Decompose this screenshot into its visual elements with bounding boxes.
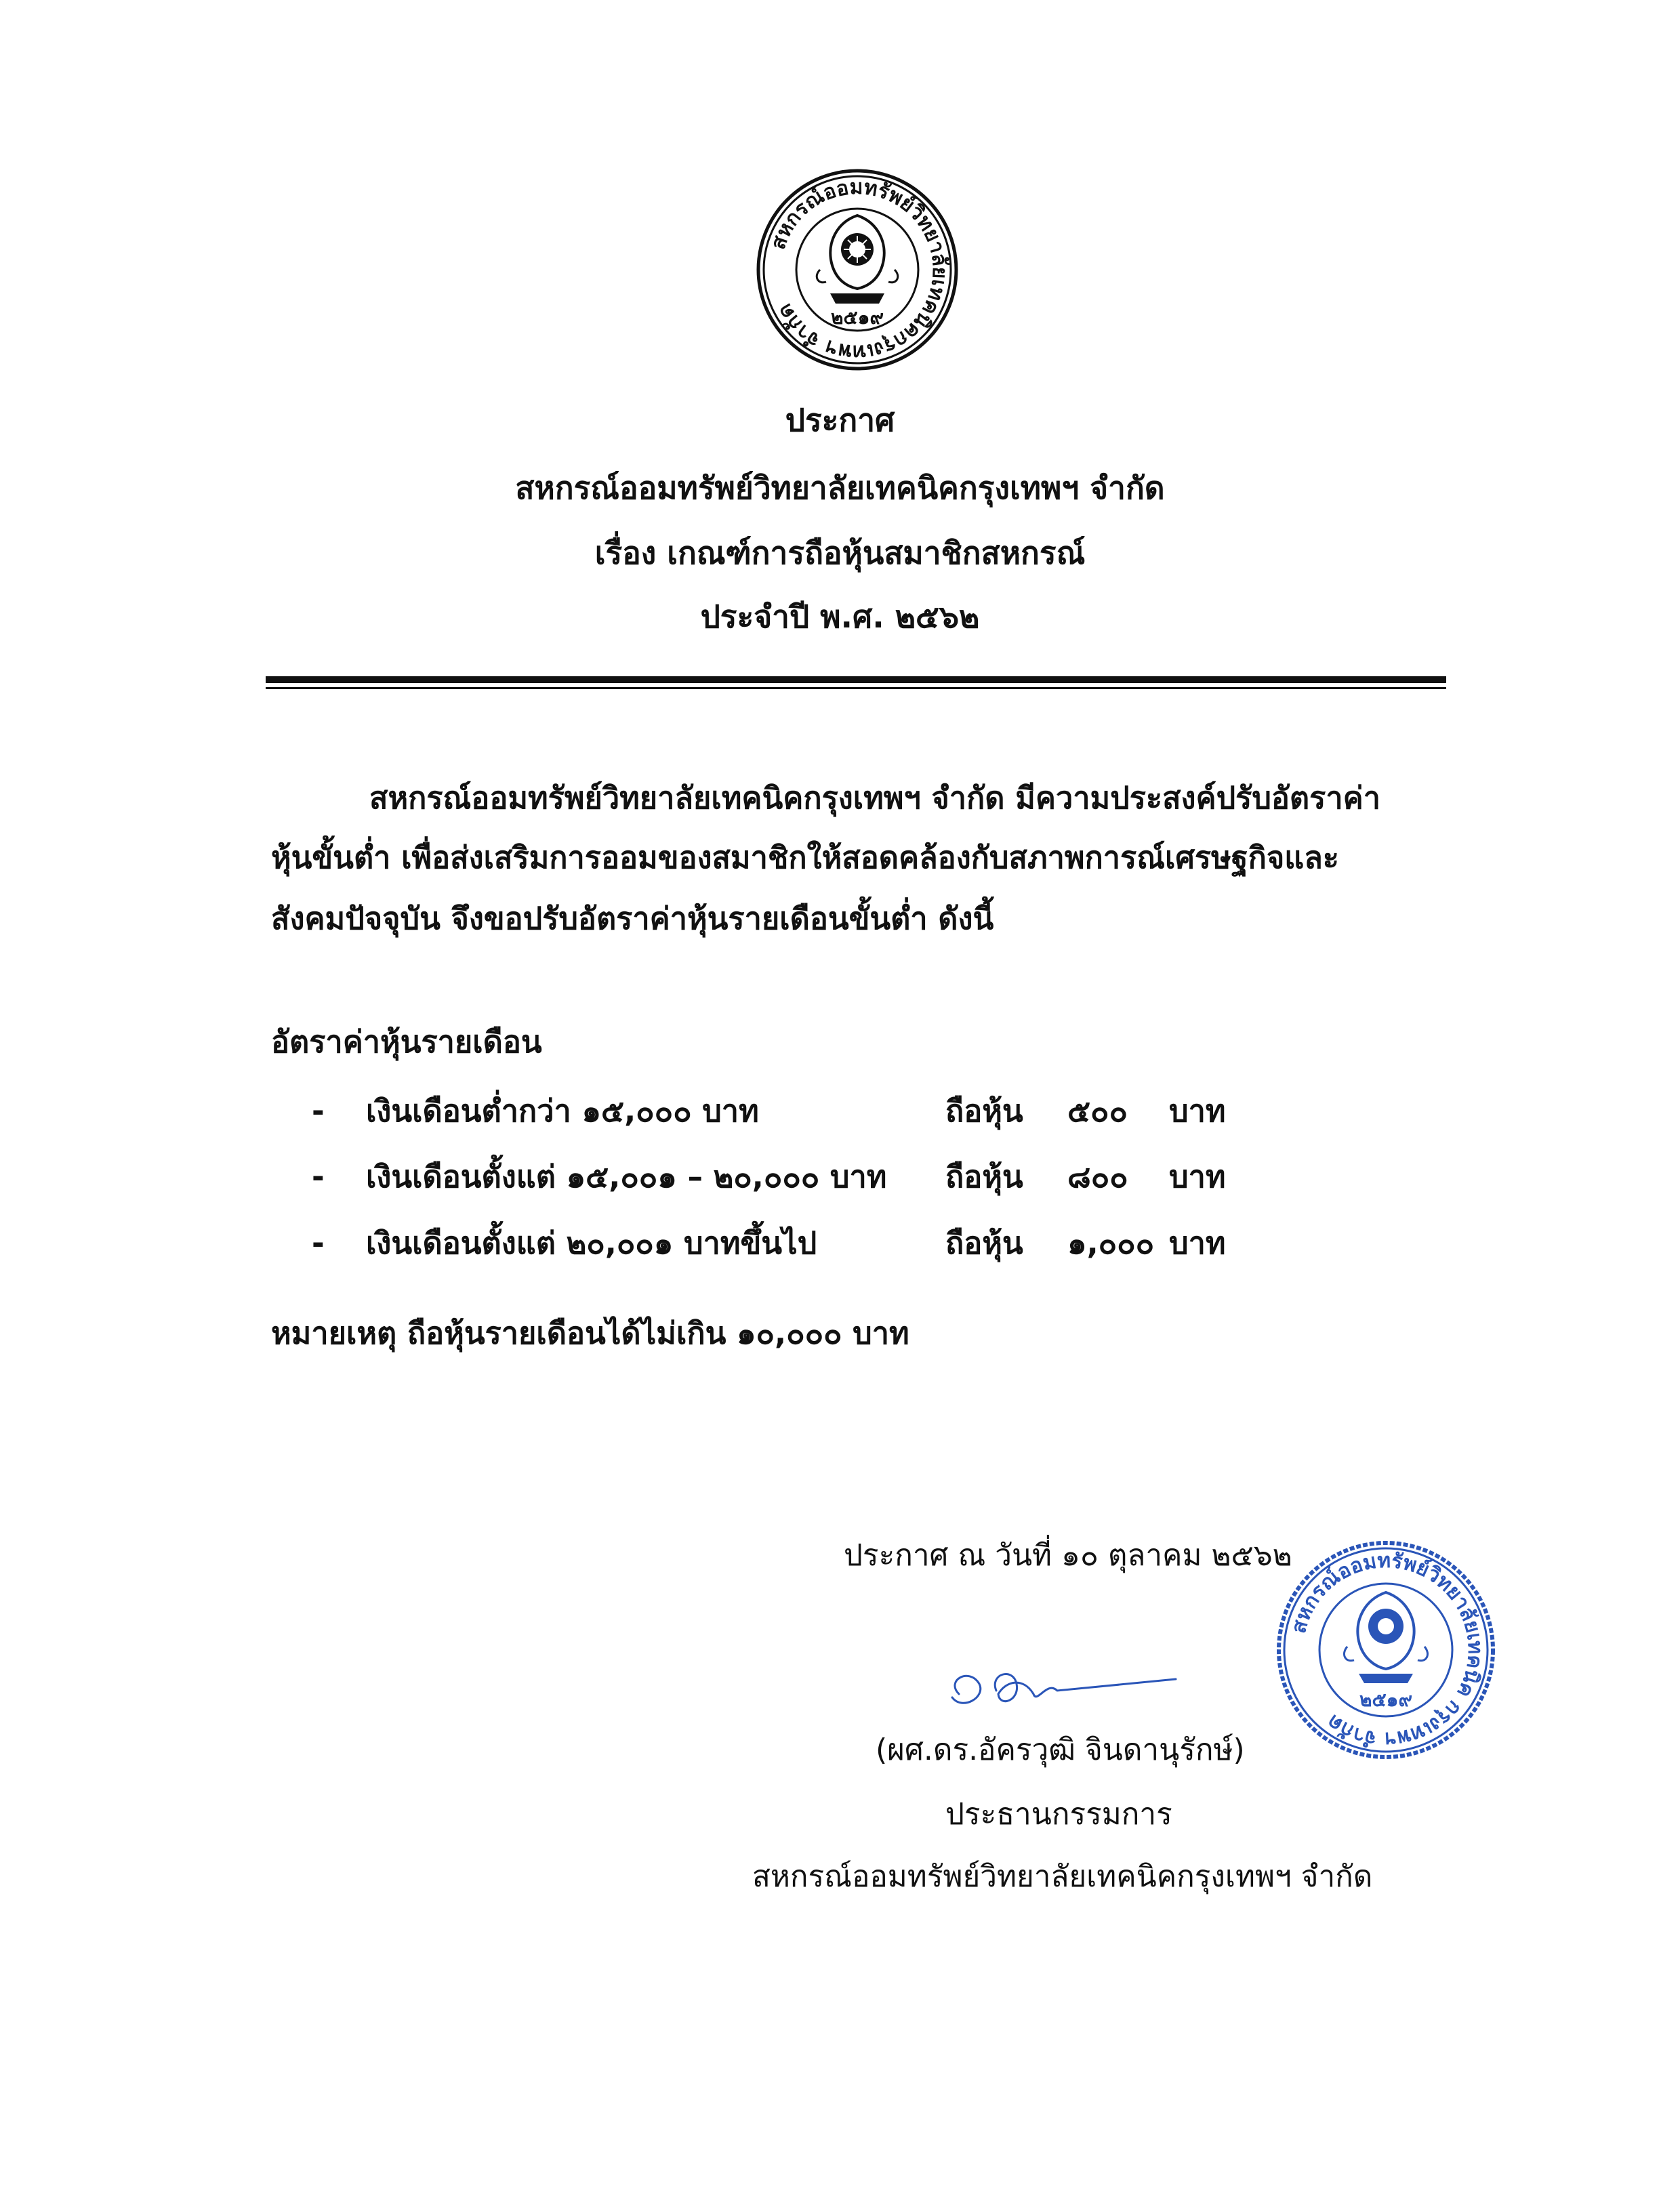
rate-dash: - [312, 1225, 325, 1261]
rate-hold-label: ถือหุ้น [945, 1225, 1023, 1261]
organization-name: สหกรณ์ออมทรัพย์วิทยาลัยเทคนิคกรุงเทพฯ จำกัด [515, 470, 1165, 506]
rate-row [312, 1220, 1274, 1267]
rates-title: อัตราค่าหุ้นรายเดือน [271, 1024, 542, 1060]
signer-title: ประธานกรรมการ [945, 1797, 1172, 1832]
rate-unit: บาท [1169, 1093, 1226, 1129]
rate-amount: ๕๐๐ [1067, 1093, 1128, 1129]
header-divider-thin [266, 687, 1446, 689]
paragraph-line-3: สังคมปัจจุบัน จึงขอปรับอัตราค่าหุ้นรายเดือนขั้นต่ำ ดังนี้ [271, 901, 994, 936]
rate-unit: บาท [1169, 1225, 1226, 1261]
rate-hold-label: ถือหุ้น [945, 1159, 1023, 1195]
rate-hold-label: ถือหุ้น [945, 1093, 1023, 1129]
stamp-year: ๒๕๑๙ [1359, 1689, 1412, 1711]
paragraph-line-1: สหกรณ์ออมทรัพย์วิทยาลัยเทคนิคกรุงเทพฯ จำกัด มีความประสงค์ปรับอัตราค่า [369, 780, 1380, 816]
stamp-ring-text: สหกรณ์ออมทรัพย์วิทยาลัยเทคนิค กรุงเทพฯ จำกัด [1286, 1548, 1488, 1752]
year-line: ประจำปี พ.ศ. ๒๕๖๒ [700, 598, 980, 635]
subject-line: เรื่อง เกณฑ์การถือหุ้นสมาชิกสหกรณ์ [594, 535, 1086, 571]
paragraph-line-2: หุ้นขั้นต่ำ เพื่อส่งเสริมการออมของสมาชิกให้สอดคล้องกับสภาพการณ์เศรษฐกิจและ [271, 840, 1339, 875]
header-divider-thick [266, 676, 1446, 683]
announcement-date: ประกาศ ณ วันที่ ๑๐ ตุลาคม ๒๕๖๒ [844, 1538, 1292, 1573]
note-line: หมายเหตุ ถือหุ้นรายเดือนได้ไม่เกิน ๑๐,๐๐๐ บาท [271, 1315, 909, 1351]
rate-amount: ๘๐๐ [1067, 1159, 1128, 1195]
rate-amount: ๑,๐๐๐ [1067, 1225, 1155, 1261]
rate-row [312, 1088, 1274, 1135]
seal-year: ๒๕๑๙ [831, 306, 884, 329]
rate-dash: - [312, 1159, 325, 1195]
official-stamp-icon [1274, 1538, 1498, 1762]
announcement-title: ประกาศ [785, 402, 895, 438]
rate-unit: บาท [1169, 1159, 1226, 1195]
rate-salary: เงินเดือนต่ำกว่า ๑๕,๐๐๐ บาท [366, 1093, 759, 1129]
rate-salary: เงินเดือนตั้งแต่ ๑๕,๐๐๑ – ๒๐,๐๐๐ บาท [366, 1159, 887, 1195]
signature-icon [932, 1653, 1189, 1728]
rate-row [312, 1153, 1274, 1201]
rate-dash: - [312, 1093, 325, 1129]
signer-name: (ผศ.ดร.อัครวุฒิ จินดานุรักษ์) [876, 1733, 1245, 1767]
seal-ring-text: สหกรณ์ออมทรัพย์วิทยาลัยเทคนิคกรุงเทพฯ จำกัด [766, 175, 952, 365]
rate-salary: เงินเดือนตั้งแต่ ๒๐,๐๐๑ บาทขึ้นไป [366, 1225, 817, 1261]
signer-organization: สหกรณ์ออมทรัพย์วิทยาลัยเทคนิคกรุงเทพฯ จำกัด [752, 1859, 1373, 1894]
cooperative-seal-icon [756, 168, 959, 371]
